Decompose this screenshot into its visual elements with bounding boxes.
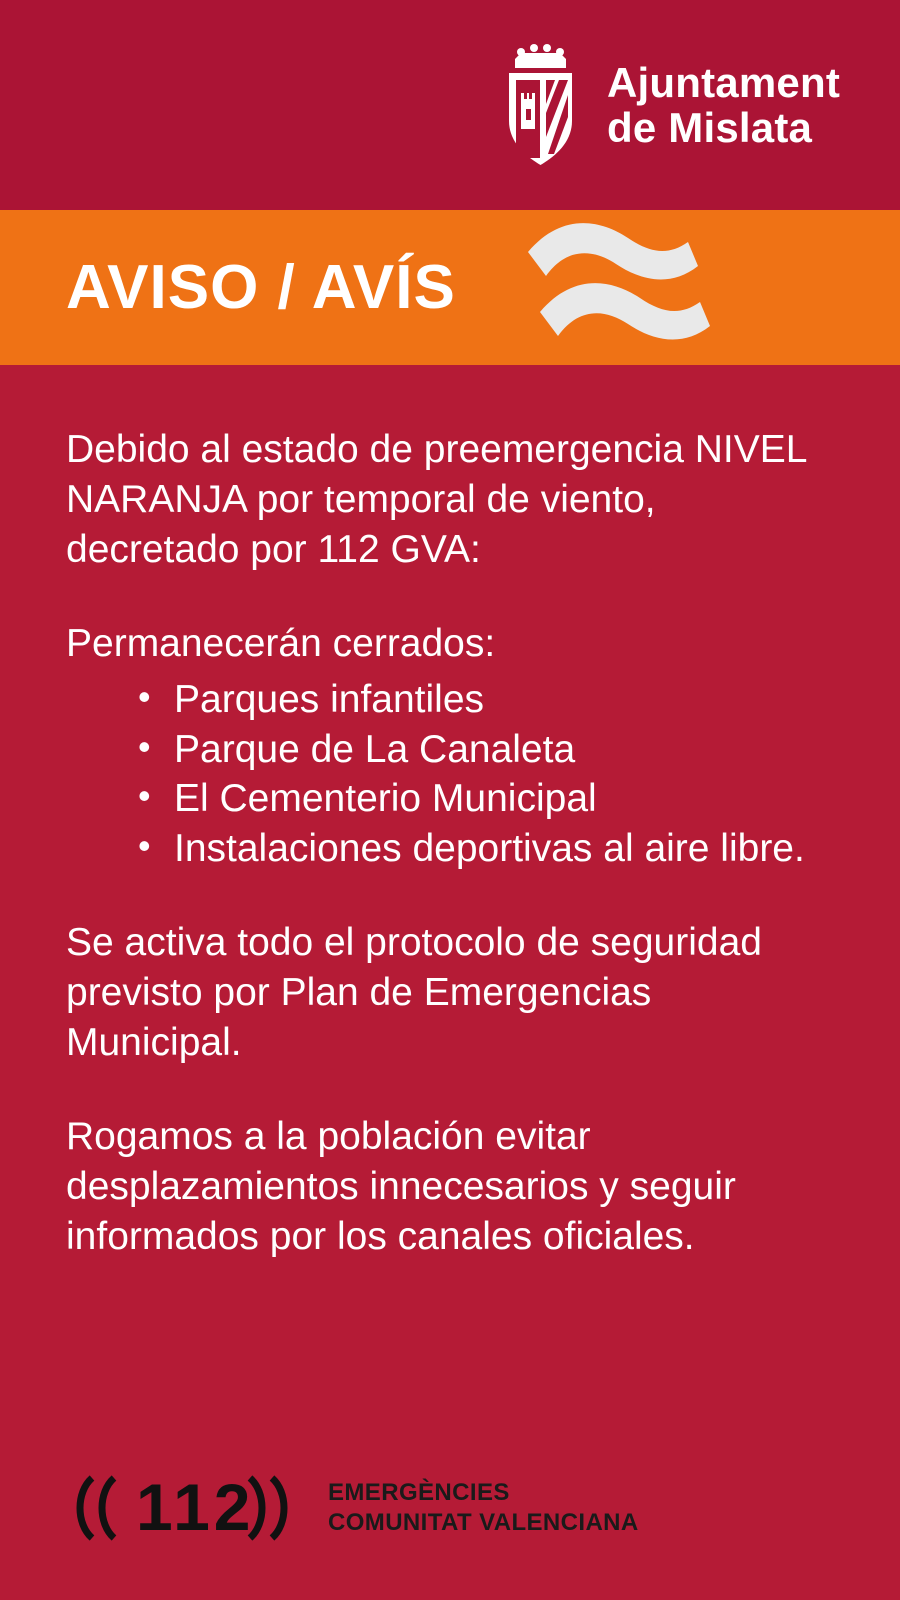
list-item: • El Cementerio Municipal <box>138 774 834 824</box>
protocol-paragraph: Se activa todo el protocolo de seguridad previsto por Plan de Emergencias Municipal. <box>66 921 762 1065</box>
poster-header <box>0 0 900 210</box>
poster-footer <box>0 1415 900 1600</box>
emergency-112-icon <box>62 1468 302 1548</box>
mislata-coat-of-arms-icon <box>493 43 585 167</box>
advice-paragraph: Rogamos a la población evitar desplazamientos innecesarios y seguir informados por los canales oficiales. <box>66 1114 736 1258</box>
list-item: • Parques infantiles <box>138 675 834 725</box>
notice-band <box>0 210 900 365</box>
list-item: • Parque de La Canaleta <box>138 725 834 775</box>
footer-line-2: COMUNITAT VALENCIANA <box>328 1508 639 1536</box>
closed-facilities-list <box>66 675 834 875</box>
notice-title: AVISO / AVÍS <box>66 253 456 322</box>
list-item: • Instalaciones deportivas al aire libre. <box>138 824 834 874</box>
footer-line-1: EMERGÈNCIES <box>328 1479 510 1507</box>
wave-ribbon-icon <box>520 210 720 365</box>
footer-agency-name <box>328 1478 639 1537</box>
closed-heading: Permanecerán cerrados: <box>66 621 496 665</box>
intro-paragraph: Debido al estado de preemergencia NIVEL NARANJA por temporal de viento, decretado por 112 GVA: <box>66 428 807 571</box>
svg-text:112: 112 <box>136 1469 255 1544</box>
brand-name <box>607 60 840 151</box>
brand-line-1: Ajuntament <box>607 58 840 106</box>
brand-line-2: de Mislata <box>607 104 813 151</box>
notice-body <box>0 365 900 1415</box>
brand-lockup <box>493 43 840 167</box>
